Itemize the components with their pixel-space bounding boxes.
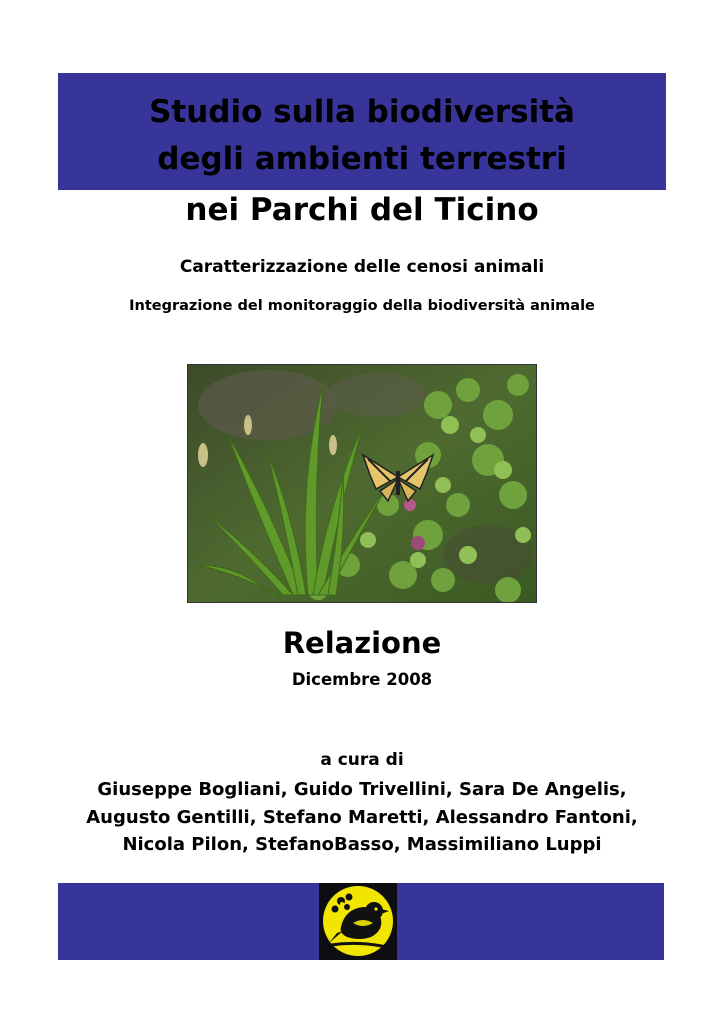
title-line-2: degli ambienti terrestri xyxy=(157,141,567,177)
authors-line-3: Nicola Pilon, StefanoBasso, Massimiliano Luppi xyxy=(122,834,602,855)
subtitle: Caratterizzazione delle cenosi animali xyxy=(179,257,545,277)
authors-line-1: Giuseppe Bogliani, Guido Trivellini, Sara De Angelis, xyxy=(97,779,627,800)
subtitle-secondary: Integrazione del monitoraggio della biodiversità animale xyxy=(129,298,595,314)
title-line-1: Studio sulla biodiversità xyxy=(149,94,575,130)
authors-line-2: Augusto Gentilli, Stefano Maretti, Alessandro Fantoni, xyxy=(86,806,638,828)
report-date: Dicembre 2008 xyxy=(291,670,433,689)
edited-by-label: a cura di xyxy=(320,750,404,770)
title-line-3: nei Parchi del Ticino xyxy=(185,192,539,228)
authors xyxy=(0,776,724,859)
cover-photo xyxy=(187,364,537,603)
report-label: Relazione xyxy=(282,626,442,660)
bird-logo-icon xyxy=(319,883,397,960)
